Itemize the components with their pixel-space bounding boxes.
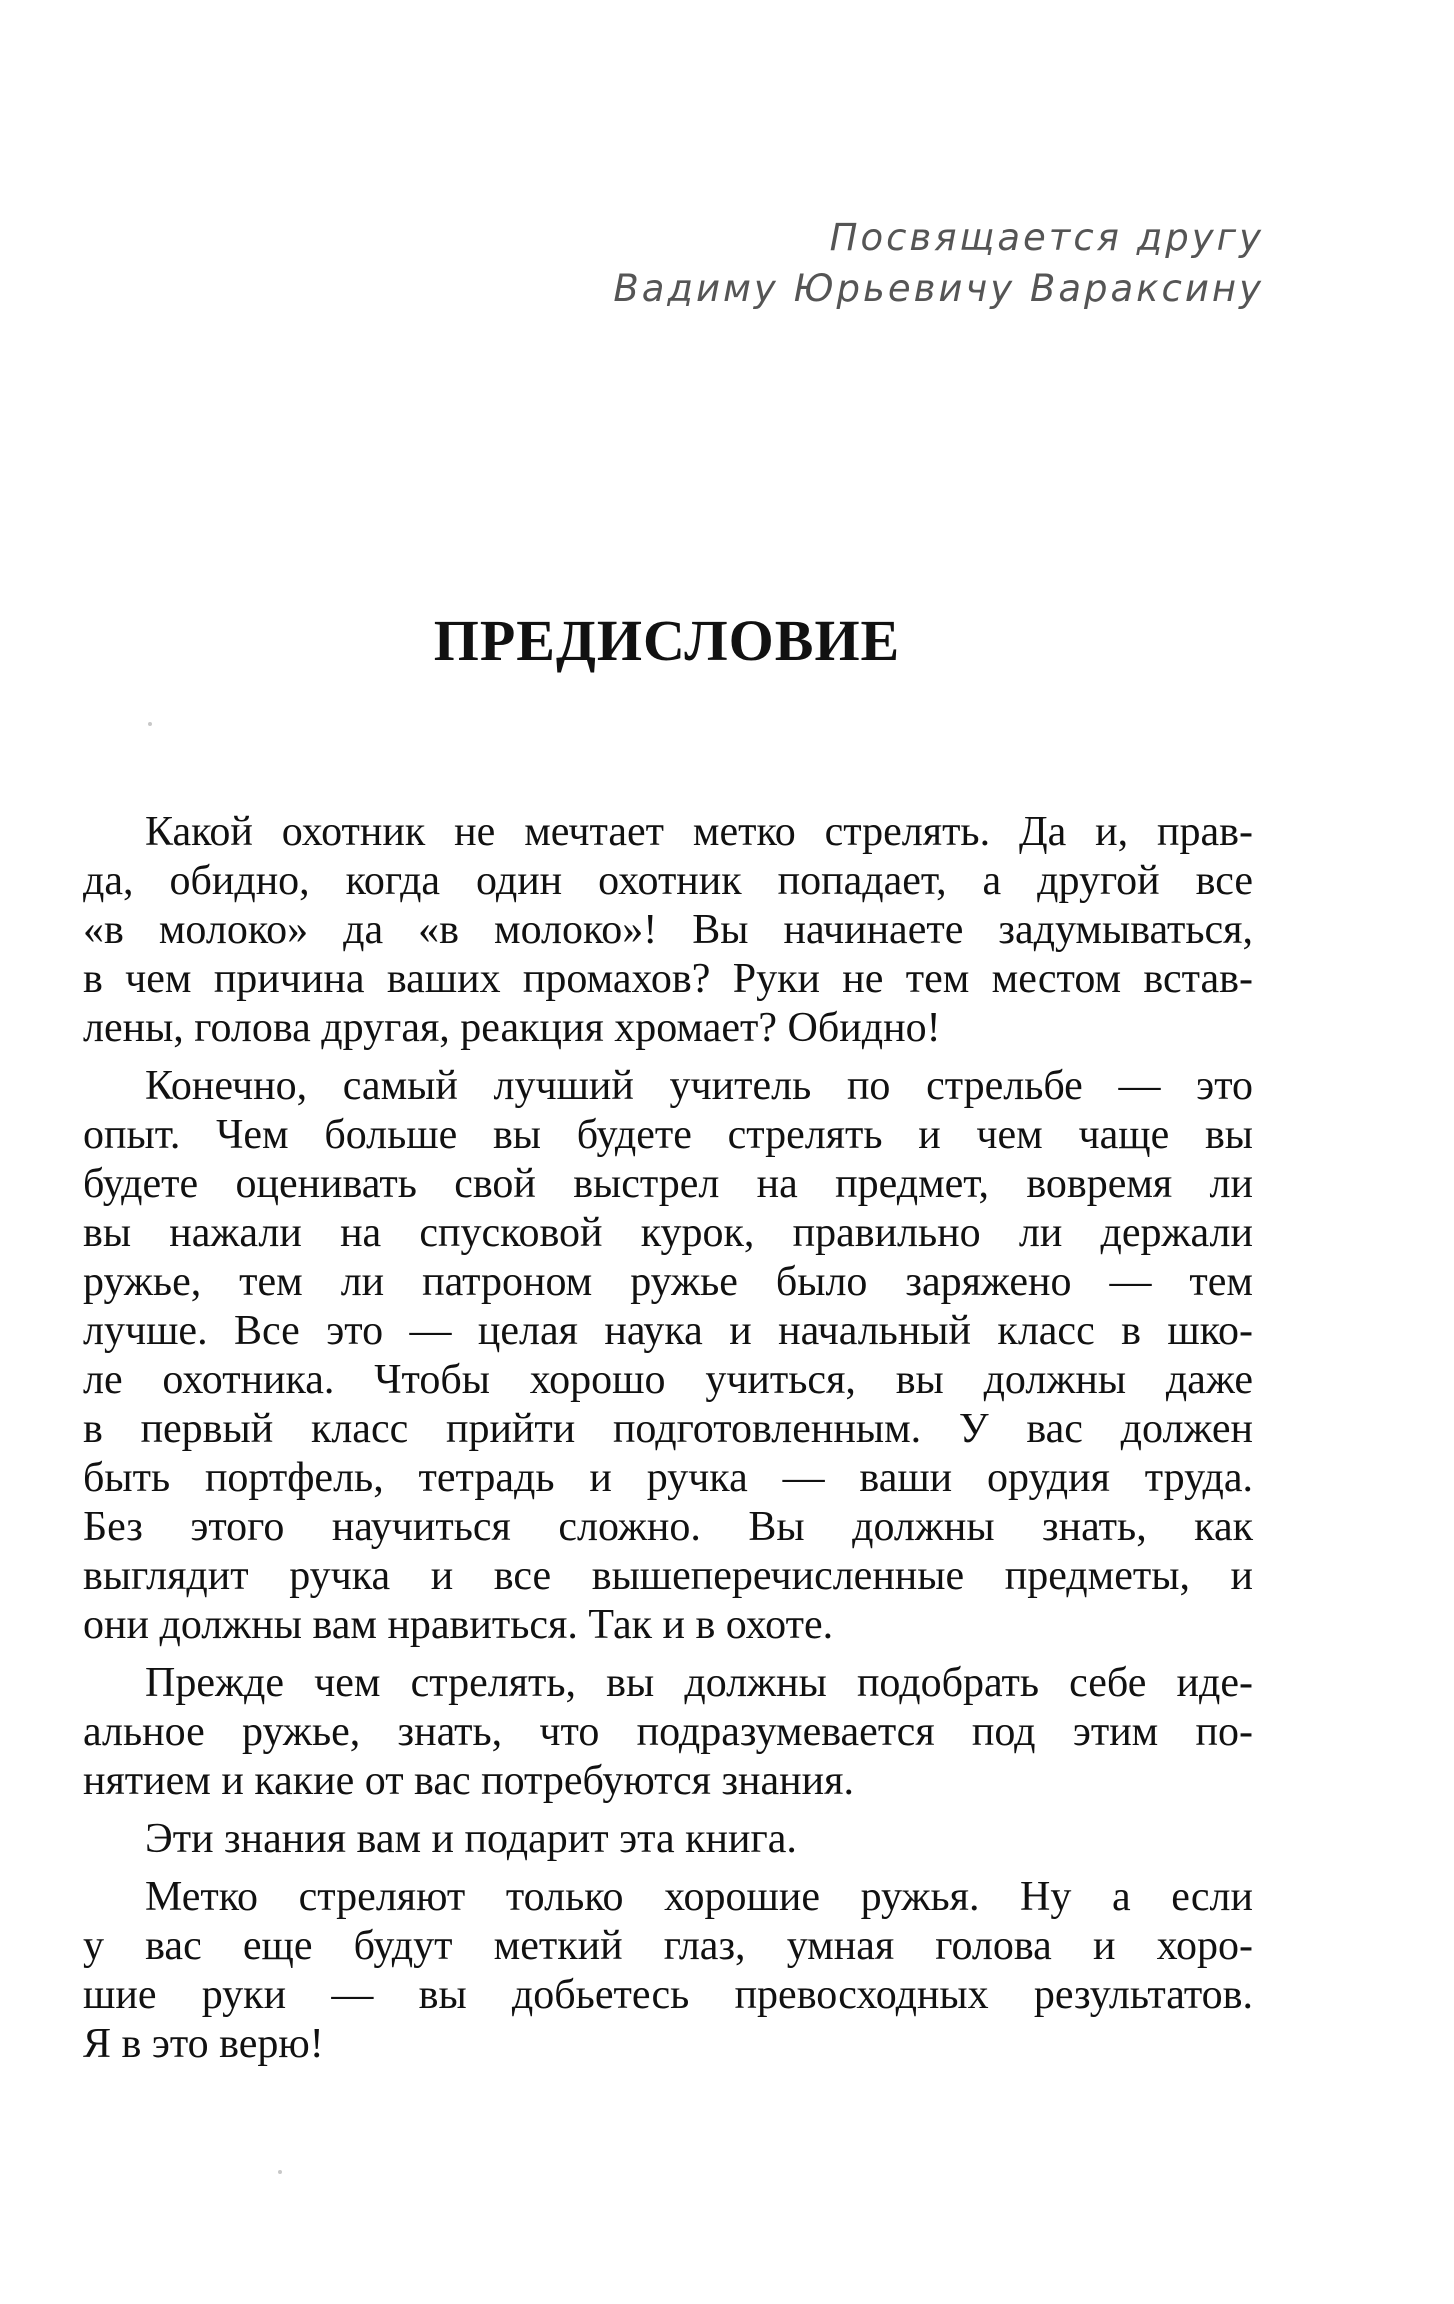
text-line: Эти знания вам и подарит эта книга.	[145, 1816, 797, 1862]
text-line: вы нажали на спусковой курок, правильно ли держали	[83, 1210, 1253, 1256]
text-line: Прежде чем стрелять, вы должны подобрать себе иде-	[145, 1660, 1253, 1706]
text-line: в чем причина ваших промахов? Руки не тем местом встав-	[83, 956, 1253, 1002]
text-line: Я в это верю!	[83, 2021, 324, 2067]
dedication-line: Посвящается другу	[829, 216, 1264, 259]
text-line: будете оценивать свой выстрел на предмет, вовремя ли	[83, 1161, 1253, 1207]
paragraph	[83, 808, 1253, 1053]
chapter-title: ПРЕДИСЛОВИЕ	[433, 608, 901, 673]
text-line: шие руки — вы добьетесь превосходных результатов.	[83, 1972, 1253, 2018]
paragraph	[83, 1659, 1253, 1806]
text-line: ле охотника. Чтобы хорошо учиться, вы должны даже	[83, 1357, 1253, 1403]
paragraph	[83, 1873, 1253, 2069]
text-line: да, обидно, когда один охотник попадает, а другой все	[83, 858, 1253, 904]
text-line: «в молоко» да «в молоко»! Вы начинаете задумываться,	[83, 907, 1253, 953]
text-line: в первый класс прийти подготовленным. У вас должен	[83, 1406, 1253, 1452]
dedication	[364, 212, 1264, 314]
text-line: у вас еще будут меткий глаз, умная голова и хоро-	[83, 1923, 1253, 1969]
chapter-body	[83, 808, 1253, 2069]
text-line: Какой охотник не мечтает метко стрелять. Да и, прав-	[145, 809, 1253, 855]
scan-speck	[278, 2170, 282, 2174]
text-line: нятием и какие от вас потребуются знания.	[83, 1758, 854, 1804]
text-line: лучше. Все это — целая наука и начальный класс в шко-	[83, 1308, 1253, 1354]
text-line: Метко стреляют только хорошие ружья. Ну а если	[145, 1874, 1253, 1920]
text-line: ружье, тем ли патроном ружье было заряжено — тем	[83, 1259, 1253, 1305]
paragraph	[83, 1815, 1253, 1864]
text-line: выглядит ручка и все вышеперечисленные предметы, и	[83, 1553, 1253, 1599]
dedication-line: Вадиму Юрьевичу Вараксину	[613, 267, 1264, 310]
text-line: Без этого научиться сложно. Вы должны знать, как	[83, 1504, 1253, 1550]
text-line: альное ружье, знать, что подразумевается под этим по-	[83, 1709, 1253, 1755]
paragraph	[83, 1062, 1253, 1650]
text-line: лены, голова другая, реакция хромает? Обидно!	[83, 1005, 941, 1051]
text-line: они должны вам нравиться. Так и в охоте.	[83, 1602, 834, 1648]
text-line: Конечно, самый лучший учитель по стрельбе — это	[145, 1063, 1253, 1109]
scan-speck	[148, 722, 152, 726]
text-line: опыт. Чем больше вы будете стрелять и чем чаще вы	[83, 1112, 1253, 1158]
text-line: быть портфель, тетрадь и ручка — ваши орудия труда.	[83, 1455, 1253, 1501]
